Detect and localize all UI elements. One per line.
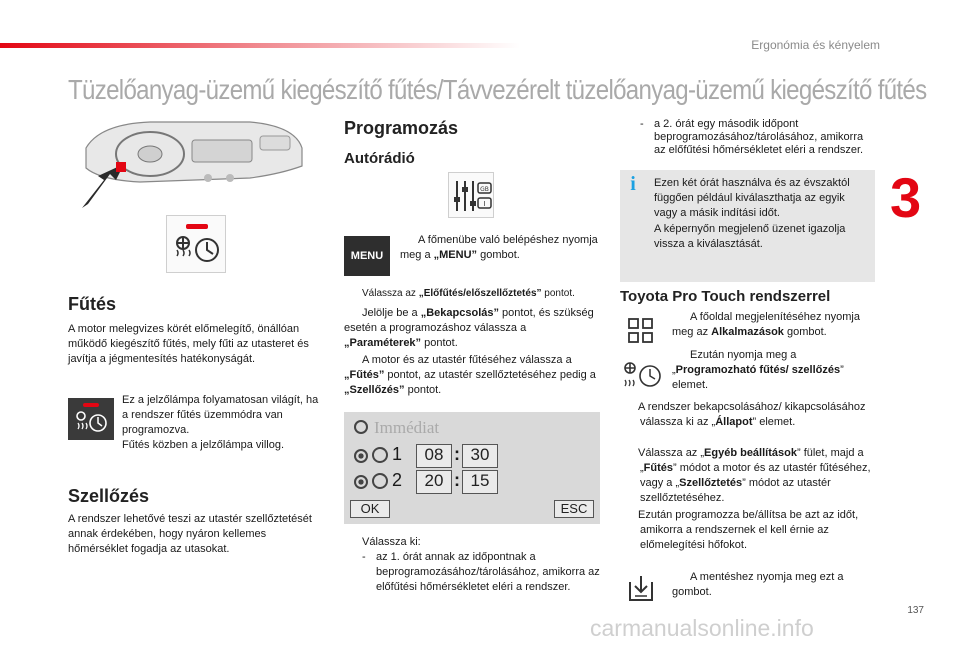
toyota-heading: Toyota Pro Touch rendszerrel: [620, 288, 831, 305]
dashboard-illustration: [80, 118, 306, 214]
timer1-radio[interactable]: [354, 449, 368, 463]
watermark: carmanualsonline.info: [590, 615, 814, 641]
szellozes-heading: Szellőzés: [68, 486, 150, 506]
info-icon: i: [630, 173, 636, 195]
select-label: Válassza ki:: [362, 536, 421, 548]
futes-heading: Fűtés: [68, 294, 117, 314]
chapter-number: 3: [890, 166, 922, 229]
timer1-number: 1: [392, 444, 403, 464]
screen-title-radio[interactable]: [354, 420, 368, 434]
radio-settings-icon: [448, 172, 494, 218]
esc-button[interactable]: ESC: [554, 500, 594, 518]
szellozes-text: A rendszer lehetővé teszi az utastér szellőztetését annak érdekében, hogy nyáron kellemes hőmérséklet fogadja az utasokat.: [68, 513, 312, 555]
step-2: Válassza az „Előfűtés/előszellőztetés” pontot.: [362, 288, 575, 299]
info-text-1: Ezen két órát használva és az évszaktól függően például kiválaszthatja az egyik vagy a másik indítási időt.: [654, 177, 850, 219]
toyota-step-6: A mentéshez nyomja meg ezt a gombot.: [672, 571, 844, 598]
save-icon[interactable]: [624, 572, 658, 606]
select-item-1: - az 1. órát annak az időpontnak a beprogramozásához/tárolásához, amikorra az előfűtési hőmérsékletet eléri a rendszer.: [362, 551, 600, 593]
timer1-separator: :: [454, 444, 460, 464]
clock-icon: [372, 473, 388, 489]
heater-indicator-icon: [166, 215, 226, 273]
ok-button[interactable]: OK: [350, 500, 390, 518]
select-item-2: - a 2. órát egy második időpont beprogramozásához/tárolásához, amikorra az előfűtési hőmérsékletet eléri a rendszer.: [640, 118, 864, 156]
timer2-hours[interactable]: 20: [416, 470, 452, 494]
screen-title: Immédiat: [374, 418, 440, 437]
timer2-separator: :: [454, 470, 460, 490]
menu-button[interactable]: [344, 236, 390, 276]
timer1-hours[interactable]: 08: [416, 444, 452, 468]
svg-text:I: I: [483, 200, 486, 208]
svg-text:GB: GB: [480, 186, 489, 193]
timer1-minutes[interactable]: 30: [462, 444, 498, 468]
info-text-2: A képernyőn megjelenő üzenet igazolja vissza a kiválasztását.: [654, 223, 846, 250]
step-3: Jelölje be a „Bekapcsolás” pontot, és szükség esetén a programozáshoz válassza a „Paraméterek” pontot.: [344, 307, 594, 349]
toyota-step-3: A rendszer bekapcsolásához/ kikapcsolásához válassza ki az „Állapot” elemet.: [638, 401, 866, 428]
clock-icon: [372, 447, 388, 463]
heater-lamp-icon: [68, 398, 114, 440]
apps-icon[interactable]: [624, 314, 658, 348]
timer2-radio[interactable]: [354, 475, 368, 489]
menu-button-label: MENU: [350, 250, 384, 262]
lamp-text-1: Ez a jelzőlámpa folyamatosan világít, ha a rendszer fűtés üzemmódra van programozva.: [122, 394, 319, 436]
step-1: A főmenübe való belépéshez nyomja meg a „MENU” gombot.: [400, 234, 598, 261]
programmable-heating-icon[interactable]: [620, 358, 662, 390]
toyota-step-5: Ezután programozza be/állítsa be azt az időt, amikorra a rendszernek el kell érnie az előmelegítési hőfokot.: [638, 509, 859, 551]
header-accent-bar: [0, 43, 520, 48]
radio-screen: [344, 412, 600, 524]
page-title: Tüzelőanyag-üzemű kiegészítő fűtés/Távvezérelt tüzelőanyag-üzemű kiegészítő fűtés: [68, 74, 927, 105]
page-number: 137: [907, 605, 924, 616]
autoradio-heading: Autórádió: [344, 150, 415, 167]
toyota-step-1: A főoldal megjelenítéséhez nyomja meg az Alkalmazások gombot.: [672, 311, 860, 338]
lamp-text-2: Fűtés közben a jelzőlámpa villog.: [122, 439, 285, 451]
futes-text: A motor melegvizes körét előmelegítő, önállóan működő kiegészítő fűtés, mely fűti az utasteret és javítja a jégmentesítés hatékonyságát.: [68, 323, 309, 365]
timer2-minutes[interactable]: 15: [462, 470, 498, 494]
toyota-step-2: Ezután nyomja meg a „Programozható fűtés/ szellőzés” elemet.: [672, 349, 844, 391]
toyota-step-4: Válassza az „Egyéb beállítások” fület, majd a „Fűtés” módot a motor és az utastér fűtéséhez, vagy a „Szellőztetés” módot az utastér szellőztetéséhez.: [638, 447, 871, 504]
section-header: Ergonómia és kényelem: [751, 38, 880, 52]
step-4: A motor és az utastér fűtéséhez válassza a „Fűtés” pontot, az utastér szellőztetéséhez pedig a „Szellőzés” pontot.: [344, 354, 596, 396]
timer2-number: 2: [392, 470, 403, 490]
programozas-heading: Programozás: [344, 118, 459, 138]
